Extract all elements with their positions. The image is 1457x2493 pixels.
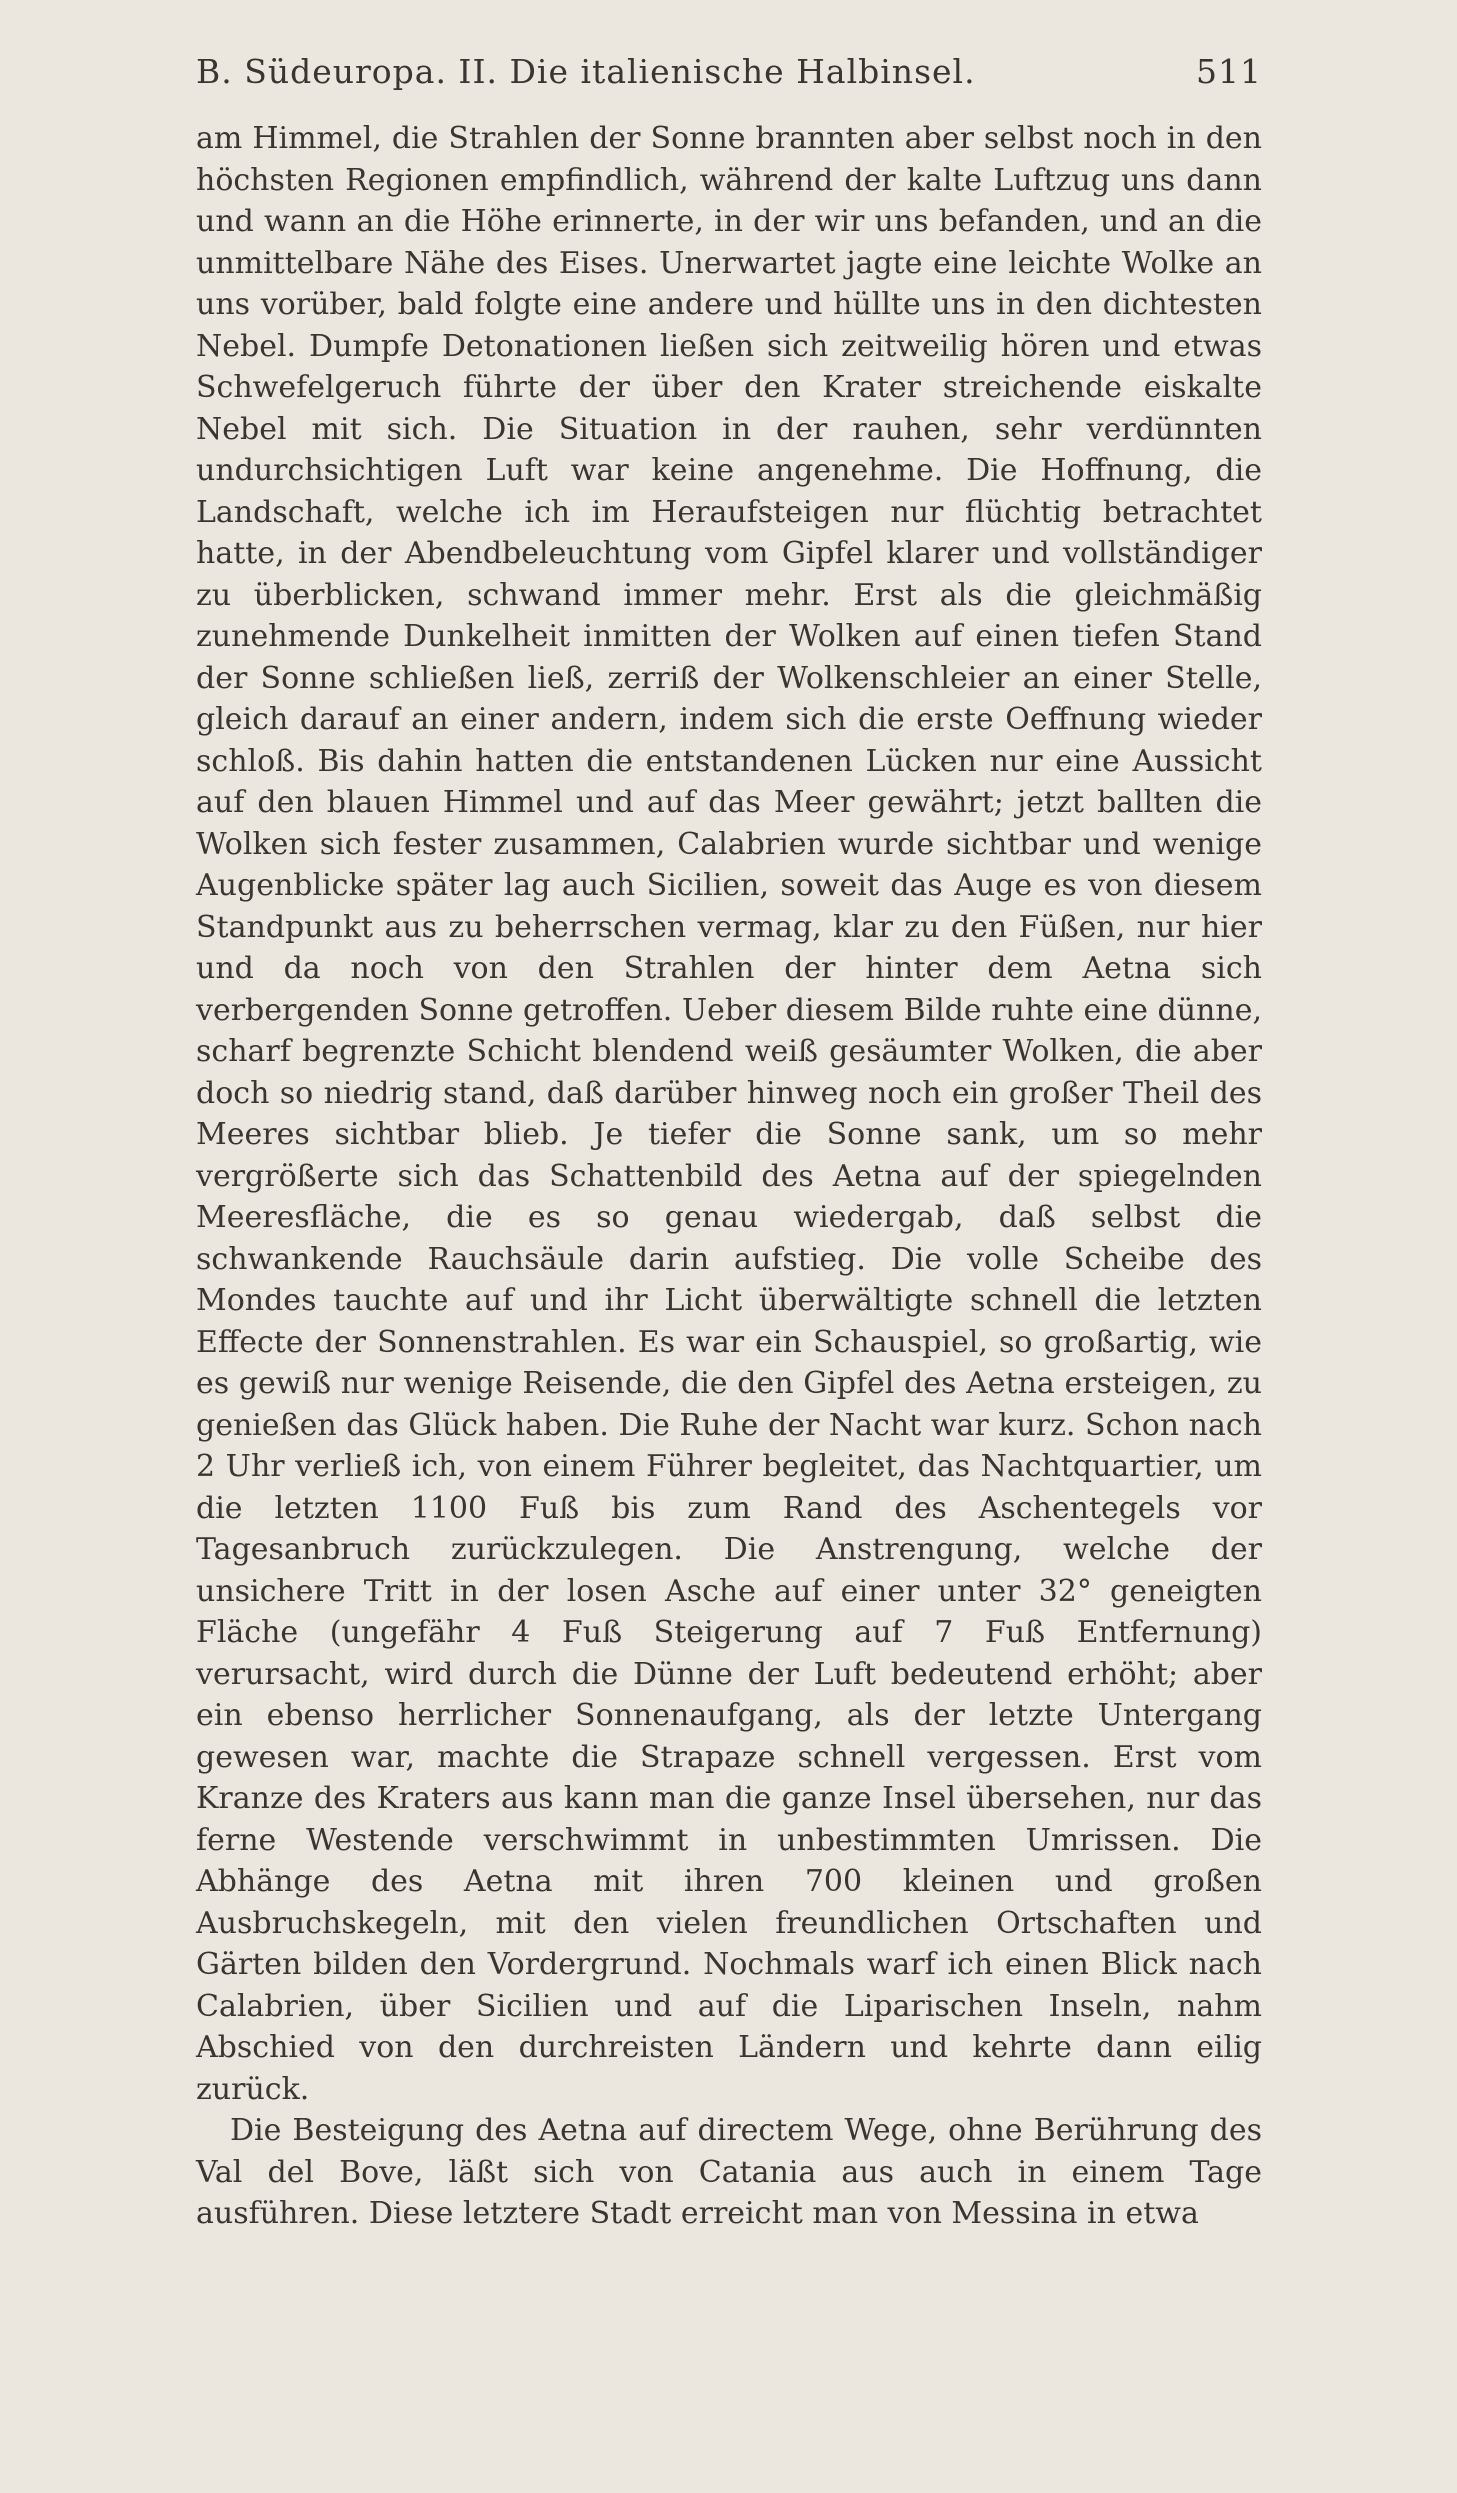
paragraph-aetna-ascent: Die Besteigung des Aetna auf directem Wege, ohne Berührung des Val del Bove, läßt sich von Catania aus auch in einem Tage ausführen. Diese letztere Stadt erreicht man von Messina in etwa (196, 2113, 1262, 2231)
body-text (196, 118, 1262, 2235)
section-title: B. Südeuropa. II. Die italienische Halbinsel. (196, 52, 976, 91)
running-head (196, 52, 1262, 102)
paragraph-aetna-summit: am Himmel, die Strahlen der Sonne brannten aber selbst noch in den höchsten Regionen empfindlich, während der kalte Luftzug uns dann und wann an die Höhe erinnerte, in der wir uns befanden, und an die unmittelbare Nähe des Eises. Unerwartet jagte eine leichte Wolke an uns vorüber, bald folgte eine andere und hüllte uns in den dichtesten Nebel. Dumpfe Detonationen ließen sich zeitweilig hören und etwas Schwefelgeruch führte der über den Krater streichende eiskalte Nebel mit sich. Die Situation in der rauhen, sehr verdünnten undurchsichtigen Luft war keine angenehme. Die Hoffnung, die Landschaft, welche ich im Heraufsteigen nur flüchtig betrachtet hatte, in der Abendbeleuchtung vom Gipfel klarer und vollständiger zu überblicken, schwand immer mehr. Erst als die gleichmäßig zunehmende Dunkelheit inmitten der Wolken auf einen tiefen Stand der Sonne schließen ließ, zerriß der Wolkenschleier an einer Stelle, gleich darauf an einer andern, indem sich die erste Oeffnung wieder schloß. Bis dahin hatten die entstandenen Lücken nur eine Aussicht auf den blauen Himmel und auf das Meer gewährt; jetzt ballten die Wolken sich fester zusammen, Calabrien wurde sichtbar und wenige Augenblicke später lag auch Sicilien, soweit das Auge es von diesem Standpunkt aus zu beherrschen vermag, klar zu den Füßen, nur hier und da noch von den Strahlen der hinter dem Aetna sich verbergenden Sonne getroffen. Ueber diesem Bilde ruhte eine dünne, scharf begrenzte Schicht blendend weiß gesäumter Wolken, die aber doch so niedrig stand, daß darüber hinweg noch ein großer Theil des Meeres sichtbar blieb. Je tiefer die Sonne sank, um so mehr vergrößerte sich das Schattenbild des Aetna auf der spiegelnden Meeresfläche, die es so genau wiedergab, daß selbst die schwankende Rauchsäule darin aufstieg. Die volle Scheibe des Mondes tauchte auf und ihr Licht überwältigte schnell die letzten Effecte der Sonnenstrahlen. Es war ein Schauspiel, so großartig, wie es gewiß nur wenige Reisende, die den Gipfel des Aetna ersteigen, zu genießen das Glück haben. Die Ruhe der Nacht war kurz. Schon nach 2 Uhr verließ ich, von einem Führer begleitet, das Nachtquartier, um die letzten 1100 Fuß bis zum Rand des Aschentegels vor Tagesanbruch zurückzulegen. Die Anstrengung, welche der unsichere Tritt in der losen Asche auf einer unter 32° geneigten Fläche (ungefähr 4 Fuß Steigerung auf 7 Fuß Entfernung) verursacht, wird durch die Dünne der Luft bedeutend erhöht; aber ein ebenso herrlicher Sonnenaufgang, als der letzte Untergang gewesen war, machte die Strapaze schnell vergessen. Erst vom Kranze des Kraters aus kann man die ganze Insel übersehen, nur das ferne Westende verschwimmt in unbestimmten Umrissen. Die Abhänge des Aetna mit ihren 700 kleinen und großen Ausbruchskegeln, mit den vielen freundlichen Ortschaften und Gärten bilden den Vordergrund. Nochmals warf ich einen Blick nach Calabrien, über Sicilien und auf die Liparischen Inseln, nahm Abschied von den durchreisten Ländern und kehrte dann eilig zurück. (196, 121, 1262, 2107)
page-number: 511 (1196, 52, 1262, 91)
